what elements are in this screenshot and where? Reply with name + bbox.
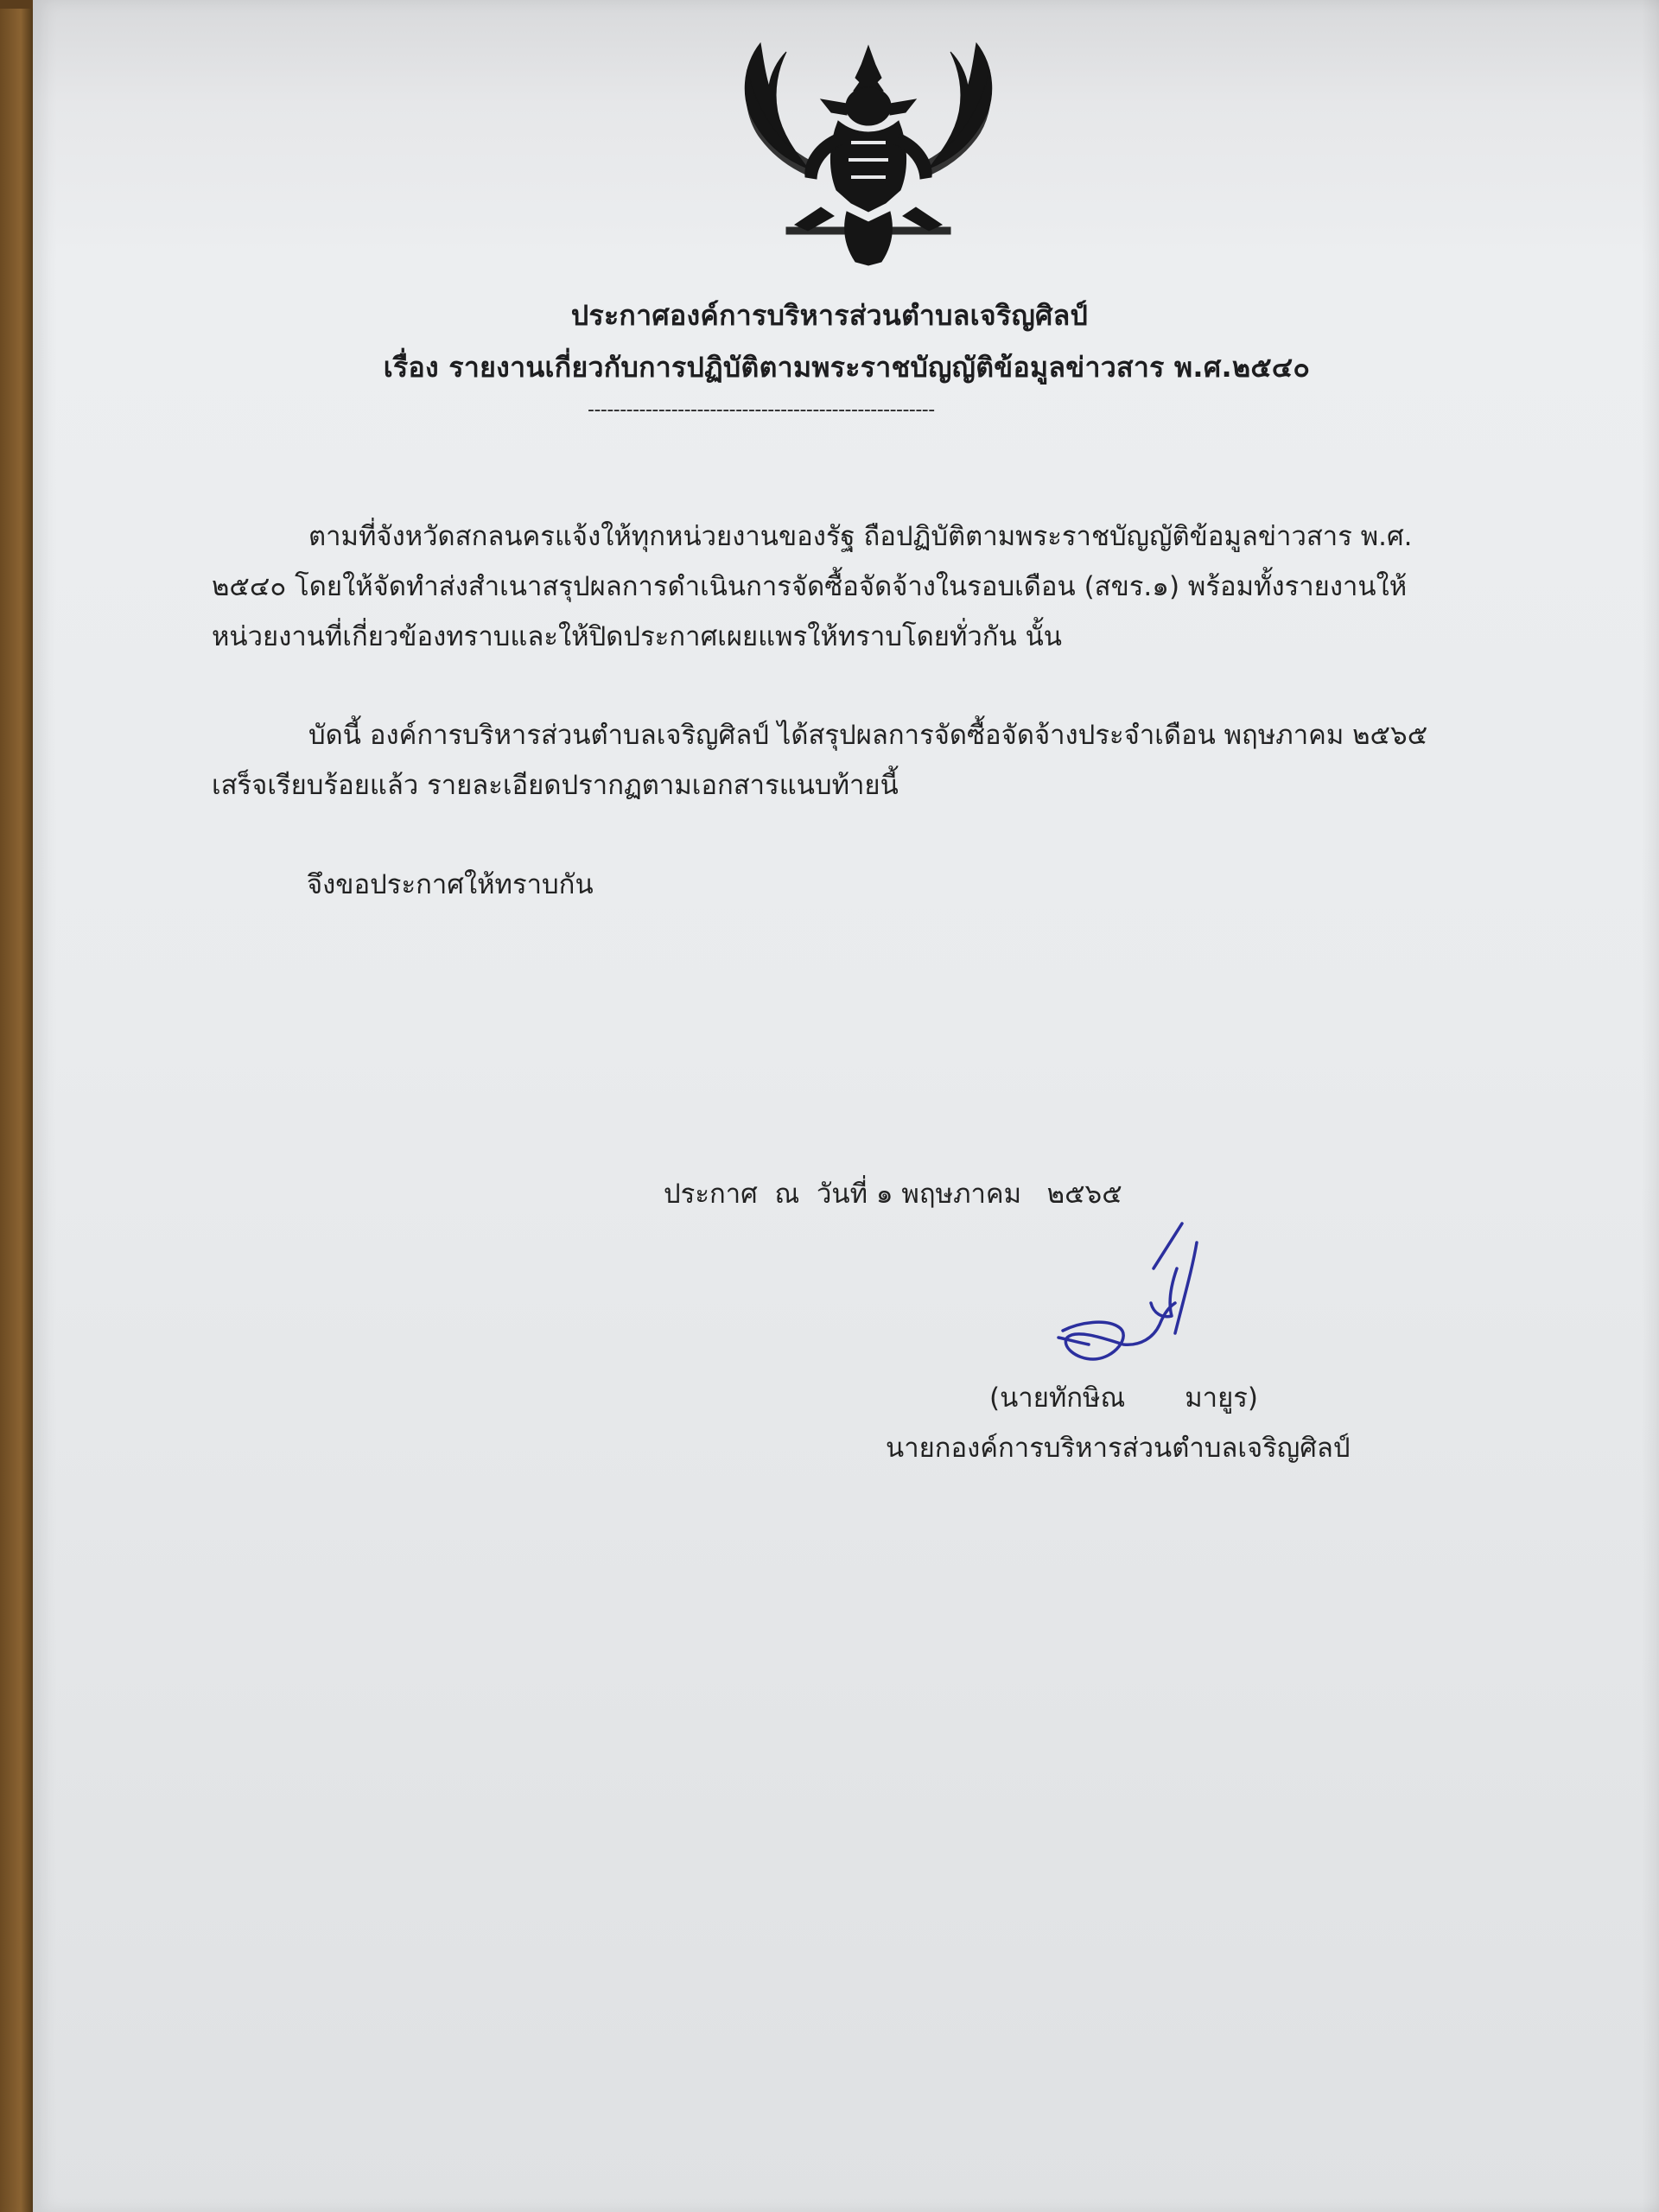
handwritten-signature (1054, 1217, 1210, 1368)
signer-title: นายกองค์การบริหารส่วนตำบลเจริญศิลป์ (886, 1433, 1351, 1464)
paragraph-closing: จึงขอประกาศให้ทราบกัน (307, 869, 594, 900)
signer-name: (นายทักษิณ มายูร) (989, 1382, 1258, 1414)
title-separator: ------------------------------------------------------ (588, 399, 935, 421)
paragraph-line: ตามที่จังหวัดสกลนครแจ้งให้ทุกหน่วยงานของรัฐ ถือปฏิบัติตามพระราชบัญญัติข้อมูลข่าวสาร พ.ศ. (308, 521, 1413, 552)
paragraph-summary (212, 710, 1439, 810)
paragraph-line: ๒๕๔๐ โดยให้จัดทำส่งสำเนาสรุปผลการดำเนินการจัดซื้อจัดจ้างในรอบเดือน (สขร.๑) พร้อมทั้งรายงานให้ (212, 571, 1408, 602)
paragraph-line: เสร็จเรียบร้อยแล้ว รายละเอียดปรากฏตามเอกสารแนบท้ายนี้ (212, 770, 899, 801)
announcement-dateline: ประกาศ ณ วันที่ ๑ พฤษภาคม ๒๕๖๕ (664, 1179, 1122, 1210)
announcement-title: ประกาศองค์การบริหารส่วนตำบลเจริญศิลป์ (570, 299, 1089, 332)
garuda-emblem-icon (734, 39, 1002, 268)
paragraph-line: บัดนี้ องค์การบริหารส่วนตำบลเจริญศิลป์ ได้สรุปผลการจัดซื้อจัดจ้างประจำเดือน พฤษภาคม ๒๕๖๕ (308, 720, 1428, 751)
paragraph-line: หน่วยงานที่เกี่ยวข้องทราบและให้ปิดประกาศเผยแพรให้ทราบโดยทั่วกัน นั้น (212, 621, 1062, 652)
announcement-subject: เรื่อง รายงานเกี่ยวกับการปฏิบัติตามพระราชบัญญัติข้อมูลข่าวสาร พ.ศ.๒๕๔๐ (383, 351, 1311, 384)
paragraph-notice (212, 512, 1439, 662)
